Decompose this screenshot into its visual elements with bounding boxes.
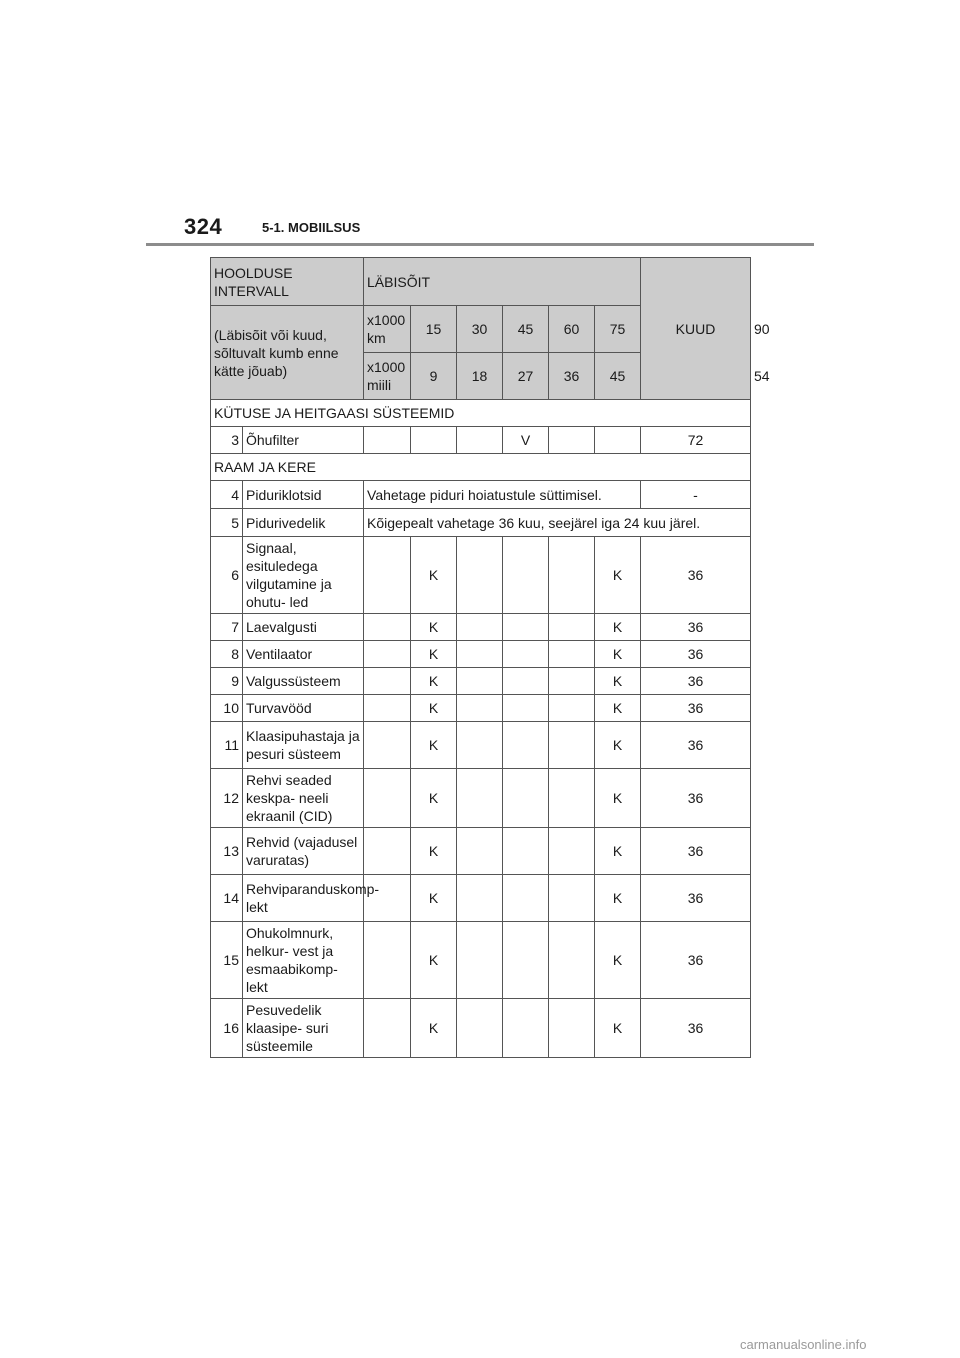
item-name: Laevalgusti	[243, 614, 364, 641]
item-name: Õhufilter	[243, 427, 364, 454]
empty-cell	[457, 769, 503, 828]
item-number: 7	[211, 614, 243, 641]
empty-cell	[503, 875, 549, 922]
item-number: 11	[211, 722, 243, 769]
empty-cell	[549, 875, 595, 922]
interval-mark: K	[595, 828, 641, 875]
months-value: 36	[641, 641, 751, 668]
item-name: Valgussüsteem	[243, 668, 364, 695]
empty-cell	[549, 614, 595, 641]
item-name: Ventilaator	[243, 641, 364, 668]
interval-mark: K	[411, 614, 457, 641]
mile-value: 45	[595, 353, 641, 400]
table-row	[211, 999, 751, 1058]
header-row-miles: x1000 miili 9 18 27 36 45 54	[211, 353, 751, 400]
km-value: 30	[457, 306, 503, 353]
empty-cell	[503, 828, 549, 875]
months-value: 36	[641, 999, 751, 1058]
interval-mark: K	[411, 828, 457, 875]
section-row	[211, 400, 751, 427]
months-value: 36	[641, 769, 751, 828]
section-label: RAAM JA KERE	[211, 454, 751, 481]
empty-cell	[549, 668, 595, 695]
page-number: 324	[184, 214, 223, 239]
maintenance-table	[210, 257, 770, 1058]
item-name: Ohukolmnurk, helkur- vest ja esmaabikomp- lekt	[243, 922, 364, 999]
empty-cell	[549, 641, 595, 668]
empty-cell	[549, 695, 595, 722]
item-number: 12	[211, 769, 243, 828]
item-number: 16	[211, 999, 243, 1058]
interval-mark: V	[503, 427, 549, 454]
empty-cell	[457, 668, 503, 695]
months-value: -	[641, 481, 751, 509]
header-row-1	[211, 258, 751, 306]
item-name: Signaal, esituledega vilgutamine ja ohutu- led	[243, 537, 364, 614]
table-row	[211, 695, 751, 722]
table-row	[211, 769, 751, 828]
item-number: 10	[211, 695, 243, 722]
empty-cell	[457, 828, 503, 875]
empty-cell	[364, 769, 411, 828]
table-row	[211, 668, 751, 695]
empty-cell	[457, 641, 503, 668]
empty-cell	[457, 875, 503, 922]
interval-mark: K	[411, 668, 457, 695]
km-value: 60	[549, 306, 595, 353]
interval-mark: K	[411, 999, 457, 1058]
table-row	[211, 481, 751, 509]
empty-cell	[503, 695, 549, 722]
empty-cell	[503, 537, 549, 614]
condition-label: (Läbisõit või kuud, sõltuvalt kumb enne kätte jõuab)	[211, 306, 364, 400]
item-number: 13	[211, 828, 243, 875]
empty-cell	[549, 722, 595, 769]
empty-cell	[457, 537, 503, 614]
empty-cell	[549, 922, 595, 999]
empty-cell	[549, 999, 595, 1058]
empty-cell	[549, 828, 595, 875]
interval-mark: K	[411, 922, 457, 999]
header-row-km: (Läbisõit või kuud, sõltuvalt kumb enne kätte jõuab) x1000 km 15 30 45 60 75 90	[211, 306, 751, 353]
section-title: 5-1. MOBIILSUS	[262, 220, 361, 235]
months-value: 36	[641, 922, 751, 999]
empty-cell	[364, 614, 411, 641]
table-row	[211, 537, 751, 614]
interval-mark: K	[411, 695, 457, 722]
empty-cell	[364, 537, 411, 614]
empty-cell	[457, 922, 503, 999]
months-label: KUUD	[641, 258, 751, 400]
months-value: 36	[641, 695, 751, 722]
km-value: 75	[595, 306, 641, 353]
empty-cell	[364, 695, 411, 722]
header-rule	[146, 243, 814, 246]
interval-mark: K	[595, 614, 641, 641]
item-number: 9	[211, 668, 243, 695]
table-row	[211, 722, 751, 769]
empty-cell	[364, 828, 411, 875]
item-name: Turvavööd	[243, 695, 364, 722]
item-note: Kõigepealt vahetage 36 kuu, seejärel iga 24 kuu järel.	[364, 509, 751, 537]
interval-mark: K	[595, 668, 641, 695]
item-number: 4	[211, 481, 243, 509]
interval-mark: K	[595, 695, 641, 722]
item-name: Rehvi seaded keskpa- neeli ekraanil (CID)	[243, 769, 364, 828]
interval-mark: K	[595, 537, 641, 614]
empty-cell	[503, 641, 549, 668]
empty-cell	[457, 614, 503, 641]
item-number: 14	[211, 875, 243, 922]
table-row	[211, 427, 751, 454]
empty-cell	[549, 537, 595, 614]
mile-unit: x1000 miili	[364, 353, 411, 400]
section-label: KÜTUSE JA HEITGAASI SÜSTEEMID	[211, 400, 751, 427]
interval-mark: K	[595, 769, 641, 828]
interval-mark: K	[595, 999, 641, 1058]
empty-cell	[364, 641, 411, 668]
item-name: Rehvid (vajadusel varuratas)	[243, 828, 364, 875]
empty-cell	[503, 668, 549, 695]
months-value: 72	[641, 427, 751, 454]
mile-value: 36	[549, 353, 595, 400]
km-unit: x1000 km	[364, 306, 411, 353]
interval-mark: K	[411, 722, 457, 769]
empty-cell	[457, 999, 503, 1058]
item-name: Rehviparanduskomp- lekt	[243, 875, 364, 922]
interval-mark: K	[595, 722, 641, 769]
interval-label: HOOLDUSE INTERVALL	[211, 258, 364, 306]
months-value: 36	[641, 722, 751, 769]
watermark: carmanualsonline.info	[740, 1337, 867, 1352]
km-value: 15	[411, 306, 457, 353]
empty-cell	[503, 614, 549, 641]
empty-cell	[364, 668, 411, 695]
empty-cell	[503, 769, 549, 828]
empty-cell	[364, 999, 411, 1058]
mile-value: 9	[411, 353, 457, 400]
mileage-label: LÄBISÕIT	[364, 258, 641, 306]
item-number: 15	[211, 922, 243, 999]
item-number: 5	[211, 509, 243, 537]
item-name: Klaasipuhastaja ja pesuri süsteem	[243, 722, 364, 769]
empty-cell	[503, 999, 549, 1058]
table-row	[211, 828, 751, 875]
table-row	[211, 641, 751, 668]
item-name: Pidurivedelik	[243, 509, 364, 537]
interval-mark: K	[411, 641, 457, 668]
item-name: Pesuvedelik klaasipe- suri süsteemile	[243, 999, 364, 1058]
mile-value: 18	[457, 353, 503, 400]
item-name: Piduriklotsid	[243, 481, 364, 509]
months-value: 36	[641, 668, 751, 695]
section-row	[211, 454, 751, 481]
mile-value: 27	[503, 353, 549, 400]
interval-mark: K	[595, 922, 641, 999]
interval-mark: K	[595, 875, 641, 922]
interval-mark: K	[595, 641, 641, 668]
empty-cell	[457, 722, 503, 769]
interval-mark: K	[411, 875, 457, 922]
table-row	[211, 922, 751, 999]
item-number: 8	[211, 641, 243, 668]
item-note: Vahetage piduri hoiatustule süttimisel.	[364, 481, 641, 509]
empty-cell	[549, 769, 595, 828]
table-row	[211, 614, 751, 641]
table-row	[211, 509, 751, 537]
empty-cell	[503, 722, 549, 769]
item-number: 3	[211, 427, 243, 454]
months-value: 36	[641, 537, 751, 614]
km-value: 45	[503, 306, 549, 353]
interval-mark: K	[411, 537, 457, 614]
table-row	[211, 875, 751, 922]
months-value: 36	[641, 875, 751, 922]
interval-mark: K	[411, 769, 457, 828]
item-number: 6	[211, 537, 243, 614]
empty-cell	[364, 722, 411, 769]
empty-cell	[503, 922, 549, 999]
empty-cell	[364, 922, 411, 999]
months-value: 36	[641, 614, 751, 641]
empty-cell	[457, 695, 503, 722]
months-value: 36	[641, 828, 751, 875]
